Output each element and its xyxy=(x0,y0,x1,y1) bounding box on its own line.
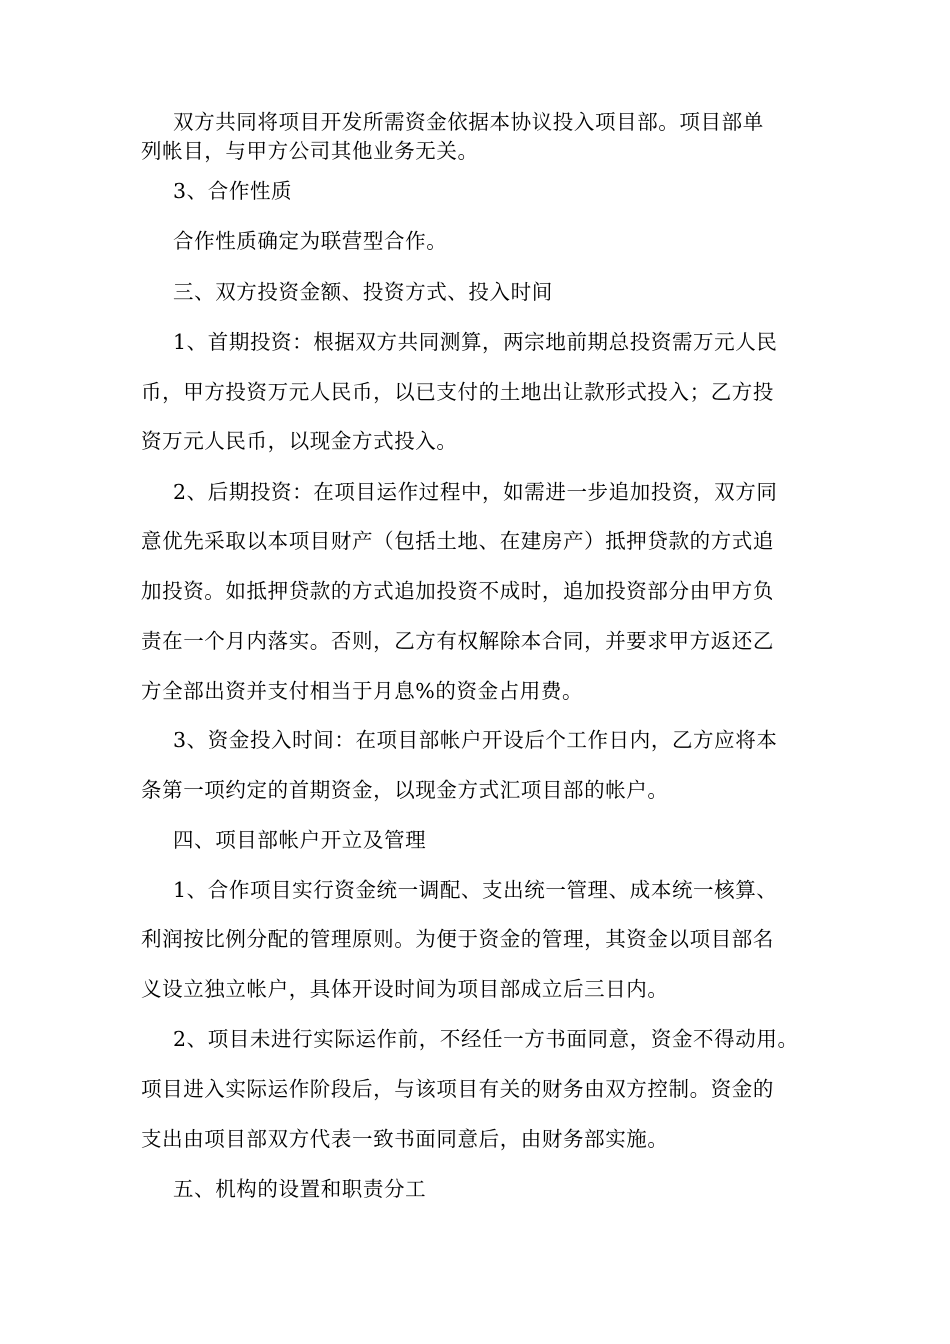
paragraph-line: 双方共同将项目开发所需资金依据本协议投入项目部。项目部单 xyxy=(173,110,764,134)
paragraph-line: 支出由项目部双方代表一致书面同意后，由财务部实施。 xyxy=(141,1127,669,1151)
paragraph-line: 合作性质确定为联营型合作。 xyxy=(173,229,448,253)
paragraph-line: 加投资。如抵押贷款的方式追加投资不成时，追加投资部分由甲方负 xyxy=(141,579,774,603)
paragraph-line: 方全部出资并支付相当于月息%的资金占用费。 xyxy=(141,679,584,703)
section-heading: 四、项目部帐户开立及管理 xyxy=(173,828,427,852)
paragraph-line: 资万元人民币，以现金方式投入。 xyxy=(141,429,458,453)
section-heading: 五、机构的设置和职责分工 xyxy=(173,1177,427,1201)
paragraph-line: 2、后期投资：在项目运作过程中，如需进一步追加投资，双方同 xyxy=(173,480,778,504)
paragraph-line: 项目进入实际运作阶段后，与该项目有关的财务由双方控制。资金的 xyxy=(141,1077,774,1101)
paragraph-line: 3、资金投入时间：在项目部帐户开设后个工作日内，乙方应将本 xyxy=(173,728,778,752)
paragraph-line: 义设立独立帐户，具体开设时间为项目部成立后三日内。 xyxy=(141,977,669,1001)
paragraph-line: 利润按比例分配的管理原则。为便于资金的管理，其资金以项目部名 xyxy=(141,927,774,951)
paragraph-line: 1、首期投资：根据双方共同测算，两宗地前期总投资需万元人民 xyxy=(173,330,778,354)
paragraph-line: 2、项目未进行实际运作前，不经任一方书面同意，资金不得动用。 xyxy=(173,1027,799,1051)
paragraph-line: 列帐目，与甲方公司其他业务无关。 xyxy=(141,139,479,163)
paragraph-line: 1、合作项目实行资金统一调配、支出统一管理、成本统一核算、 xyxy=(173,878,778,902)
paragraph-line: 意优先采取以本项目财产（包括土地、在建房产）抵押贷款的方式追 xyxy=(141,529,774,553)
section-heading: 3、合作性质 xyxy=(173,179,293,203)
paragraph-line: 条第一项约定的首期资金，以现金方式汇项目部的帐户。 xyxy=(141,778,669,802)
section-heading: 三、双方投资金额、投资方式、投入时间 xyxy=(173,280,553,304)
paragraph-line: 责在一个月内落实。否则，乙方有权解除本合同，并要求甲方返还乙 xyxy=(141,629,774,653)
paragraph-line: 币，甲方投资万元人民币，以已支付的土地出让款形式投入；乙方投 xyxy=(141,380,774,404)
